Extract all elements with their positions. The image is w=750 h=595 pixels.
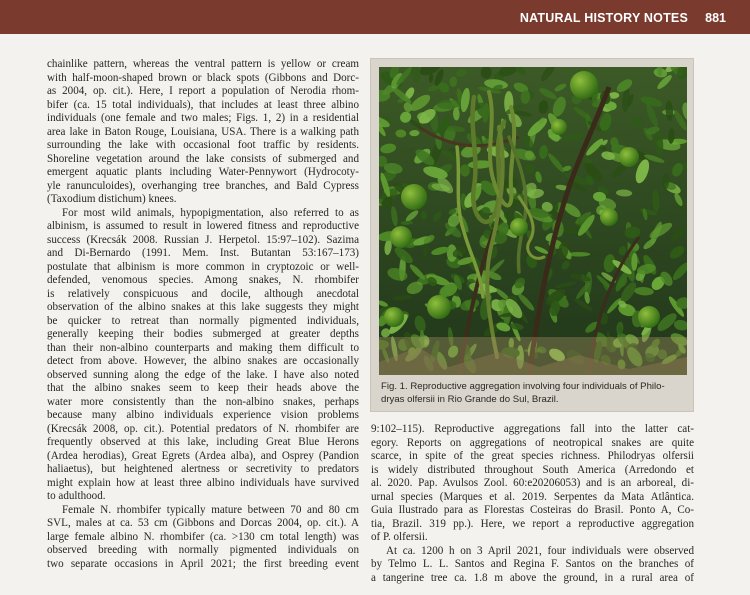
body-text-line: success (Krecsák 2008. Russian J. Herpetol. 15:97–102). Sazima xyxy=(47,233,359,246)
running-header-bar xyxy=(0,0,750,34)
body-text-line: large female albino N. rhombifer (ca. >130 cm total length) was xyxy=(47,530,359,543)
body-text-line: observation of the albino snakes at this lake suggests they might xyxy=(47,301,359,313)
body-text-line: haliaetus), but heightened alertness or secretivity to predators xyxy=(47,463,359,475)
body-text-line: (Taxodium distichum) knees. xyxy=(47,193,177,205)
body-text-line: emergent aquatic plants including Water-Pennywort (Hydrocoty- xyxy=(47,166,359,178)
body-text-line: be quicker to retreat than normally pigmented individuals, xyxy=(47,314,359,327)
body-text-line: and Di-Bernardo (1991. Mem. Inst. Butantan 53:167–173) xyxy=(47,247,359,259)
body-text-line: a tangerine tree ca. 1.8 m above the ground, in a rural area of xyxy=(371,571,694,584)
body-text-line: frequently observed at this lake, including Great Blue Herons xyxy=(47,436,359,448)
body-text-line: At ca. 1200 h on 3 April 2021, four individuals were observed xyxy=(386,544,694,557)
body-text-line: chainlike pattern, whereas the ventral pattern is yellow or cream xyxy=(47,58,359,70)
body-text-line: (Ardea herodias), Great Egrets (Ardea alba), and Osprey (Pandion xyxy=(47,449,359,462)
body-text-line: detect from above. However, the albino snakes are occasionally xyxy=(47,355,359,367)
body-text-line: Female N. rhombifer typically mature between 70 and 80 cm xyxy=(62,503,359,516)
body-text-line: observed sunning along the edge of the lake. I have also noted xyxy=(47,368,359,381)
body-text-line: egory. Reports on aggregations of neotropical snakes are quite xyxy=(371,436,694,449)
body-text-line: as 2004, op. cit.). Here, I report a population of Nerodia rhom- xyxy=(47,85,359,97)
body-text-line: is widely distributed throughout South America (Arredondo et xyxy=(371,463,694,476)
figure-caption-line: Fig. 1. Reproductive aggregation involving four individuals of Philo- xyxy=(381,381,665,392)
figure-1 xyxy=(370,58,694,412)
body-text-line: because many albino individuals experience vision problems xyxy=(47,409,359,421)
body-text-line: surrounding the lake with occasional foot traffic by residents. xyxy=(47,139,359,151)
body-text-line: area lake in Baton Rouge, Louisiana, USA. There is a walking path xyxy=(47,125,359,138)
body-text-line: postulate that albinism is more common in cryptozoic or well- xyxy=(47,260,359,273)
body-text-line: two separate occasions in April 2021; the first breeding event xyxy=(47,557,359,570)
body-text-line: albinism, is assumed to result in lowered fitness and reproductive xyxy=(47,220,359,232)
body-text-line: of P. olfersii. xyxy=(371,531,428,543)
page-number: 881 xyxy=(705,11,726,25)
body-text-line: with half-moon-shaped brown or black spots (Gibbons and Dorc- xyxy=(47,71,359,84)
body-text-line: individuals (one female and two males; Figs. 1, 2) in a residential xyxy=(47,112,359,124)
figure-caption xyxy=(381,381,685,406)
body-text-line: by Telmo L. L. Santos and Regina F. Santos on the branches of xyxy=(371,558,694,570)
body-text-line: 9:102–115). Reproductive aggregations fall into the latter cat- xyxy=(371,423,694,435)
body-text-line: SVL, males at ca. 53 cm (Gibbons and Dorcas 2004, op. cit.). A xyxy=(47,517,359,529)
figure-caption-line: dryas olfersii in Rio Grande do Sul, Brazil. xyxy=(381,393,559,405)
right-text-column xyxy=(371,423,694,585)
body-text-line: scarce, in spite of the great species richness. Philodryas olfersii xyxy=(371,450,694,462)
body-text-line: For most wild animals, hypopigmentation, also referred to as xyxy=(62,206,359,219)
body-text-line: is relatively conspicuous and docile, although anecdotal xyxy=(47,287,359,300)
body-text-line: observed breeding with normally pigmented individuals on xyxy=(47,544,359,556)
body-text-line: bifer (ca. 15 total individuals), that includes at least three albino xyxy=(47,98,359,111)
body-text-line: (Krecsák 2008, op. cit.). Potential predators of N. rhombifer are xyxy=(47,422,359,435)
body-text-line: might explain how at least three albino individuals have survived xyxy=(47,476,359,489)
body-text-line: al. 2020. Pap. Avulsos Zool. 60:e20206053) and is an arboreal, di- xyxy=(371,477,694,489)
figure-photo-snakes-in-tangerine-tree xyxy=(379,67,687,375)
body-text-line: that the albino snakes seem to keep their heads above the xyxy=(47,382,359,394)
running-header-title: NATURAL HISTORY NOTES xyxy=(519,11,688,25)
body-text-line: tia, Brazil. 319 pp.). Here, we report a reproductive aggregation xyxy=(371,517,694,530)
body-text-line: defended, venomous species. Among snakes, N. rhombifer xyxy=(47,274,359,286)
body-text-line: urnal species (Marques et al. 2019. Serpentes da Mata Atlântica. xyxy=(371,490,694,503)
left-text-column xyxy=(47,58,359,571)
body-text-line: Guia Ilustrado para as Florestas Costeiras do Brasil. Ponto A, Co- xyxy=(371,504,694,516)
body-text-line: to adulthood. xyxy=(47,490,106,502)
body-text-line: yle ranunculoides), overhanging tree branches, and Bald Cypress xyxy=(47,179,359,192)
body-text-line: than their non-albino counterparts and making them difficult to xyxy=(47,341,359,354)
body-text-line: Shoreline vegetation around the lake consists of submerged and xyxy=(47,152,359,165)
body-text-line: generally keeping their bodies submerged at greater depths xyxy=(47,328,359,340)
body-text-line: water more consistently than the non-albino snakes, perhaps xyxy=(47,395,359,408)
